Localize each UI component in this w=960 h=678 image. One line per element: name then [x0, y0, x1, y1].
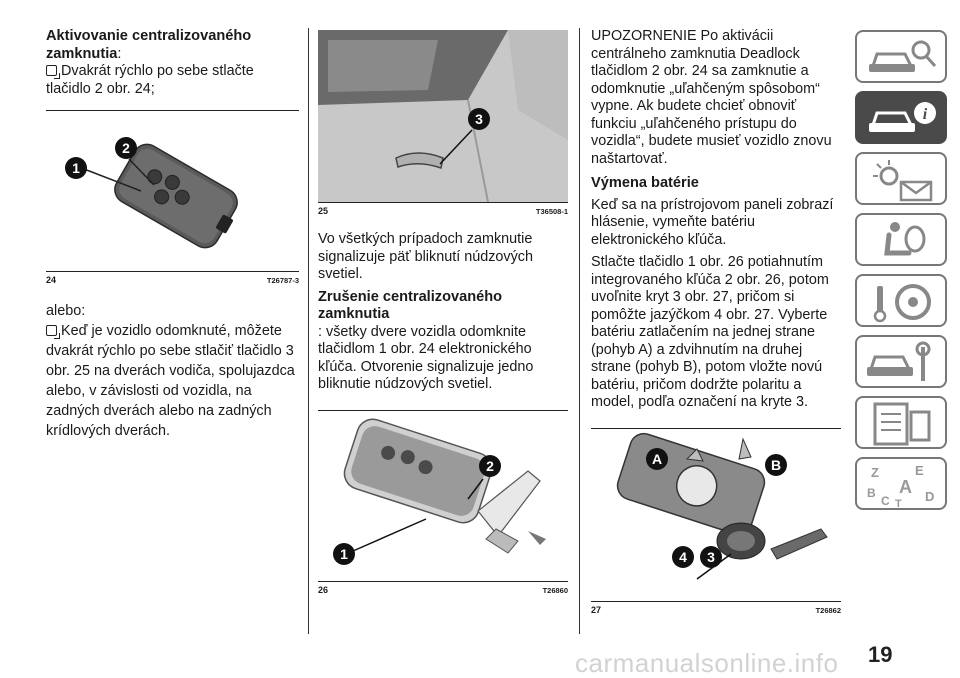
svg-text:C: C	[881, 494, 890, 507]
figure-26-key-blade	[318, 411, 568, 581]
tab-car-search[interactable]	[855, 30, 947, 83]
watermark: carmanualsonline.info	[575, 648, 839, 678]
figure-code: T26787-3	[266, 276, 299, 285]
spec-sheet-icon	[865, 402, 941, 446]
step-double-press: Dvakrát rýchlo po sebe stlačte tlačidlo 2 obr. 24;	[46, 63, 254, 97]
chapter-tabs	[853, 30, 960, 518]
figure-caption	[46, 272, 299, 286]
bullet-icon	[46, 65, 57, 76]
callout-label-A: A	[651, 450, 663, 467]
callout-label-4: 4	[679, 548, 687, 565]
figure-caption	[591, 602, 841, 616]
tab-car-wrench[interactable]	[855, 335, 947, 388]
figure-25-door-handle	[318, 30, 568, 202]
para-warning-deadlock: UPOZORNENIE Po aktivácii centrálneho zamknutia Deadlock tlačidlom 2 obr. 24 sa zamknutie a odomknutie „uľahčeným spôsobom“ vypne. Ak budete chcieť obnoviť funkciu „uľahčeného prístupu do vozidla“, budete musieť vozidlo znovu naštartovať.	[591, 28, 832, 167]
column-3	[591, 28, 841, 616]
figure-code: T36508-1	[535, 207, 568, 216]
car-info-icon	[865, 97, 941, 141]
para-battery-steps: Stlačte tlačidlo 1 obr. 26 potiahnutím integrovaného kľúča 2 obr. 26, potom uvoľnite kryt 3 obr. 27, pričom si pomôžte jazýčkom 4 obr. 27. Vyberte batériu zatlačením na jednej strane (pohyb A) a zdvihnutím na druhej strane (pohyb B), potom vložte novú batériu, pričom dodržte polaritu a model, podľa označení na kryte 3.	[591, 254, 829, 410]
heading-battery-replace: Výmena batérie	[591, 175, 699, 191]
column-separator	[308, 28, 309, 634]
callout-label-3: 3	[707, 548, 715, 565]
para-battery-message: Keď sa na prístrojovom paneli zobrazí hlásenie, vymeňte batériu elektronického kľúča.	[591, 196, 834, 248]
tab-steering-key[interactable]	[855, 274, 947, 327]
car-search-icon	[865, 36, 941, 80]
tab-warning-lights[interactable]	[855, 152, 947, 205]
column-separator	[579, 28, 580, 634]
figure-number: 24	[46, 275, 57, 285]
step-door-button: Keď je vozidlo odomknuté, môžete dvakrát rýchlo po sebe stlačiť tlačidlo 3 obr. 25 na dverách vodiča, spolujazdca alebo, v závislosti od vozidla, na zadných dverách alebo na zadných krídlových dverách.	[46, 322, 295, 439]
figure-caption	[318, 582, 568, 596]
svg-text:E: E	[915, 463, 924, 478]
alphabet-index-icon	[865, 463, 941, 507]
callout-label-1: 1	[340, 545, 348, 562]
tab-alphabet-index[interactable]	[855, 457, 947, 510]
callout-label-2: 2	[486, 457, 494, 474]
column-1	[46, 28, 299, 441]
heading-cancel-lock: Zrušenie centralizovaného zamknutia	[318, 288, 503, 322]
para-lock-signal: Vo všetkých prípadoch zamknutie signalizuje päť bliknutí núdzových svetiel.	[318, 231, 533, 282]
figure-number: 25	[318, 206, 329, 216]
figure-number: 27	[591, 604, 602, 615]
tab-spec-sheet[interactable]	[855, 396, 947, 449]
callout-label-2: 2	[122, 140, 130, 156]
callout-label-B: B	[770, 456, 782, 473]
warning-lights-icon	[865, 158, 941, 202]
callout-label-1: 1	[72, 160, 80, 176]
svg-text:A: A	[899, 477, 912, 497]
figure-27-battery	[591, 429, 841, 601]
car-wrench-icon	[865, 341, 941, 385]
svg-text:Z: Z	[871, 465, 879, 480]
column-2	[318, 30, 568, 596]
svg-text:D: D	[925, 489, 935, 504]
tab-airbag-seat[interactable]	[855, 213, 947, 266]
para-cancel-lock: : všetky dvere vozidla odomknite tlačidlom 1 obr. 24 elektronického kľúča. Otvorenie signalizuje jedno bliknutie núdzových svetiel.	[318, 323, 534, 392]
figure-caption	[318, 203, 568, 217]
figure-number: 26	[318, 584, 329, 595]
heading-activate-lock: Aktivovanie centralizovaného zamknutia:	[46, 28, 252, 62]
svg-text:B: B	[867, 486, 876, 500]
figure-code: T26862	[815, 605, 841, 615]
alebo-label: alebo:	[46, 303, 86, 319]
steering-key-icon	[865, 280, 941, 324]
info-letter: i	[922, 106, 928, 123]
svg-text:T: T	[895, 498, 902, 507]
bullet-icon	[46, 325, 57, 336]
airbag-seat-icon	[865, 219, 941, 263]
page-number: 19	[868, 642, 893, 667]
callout-label-3: 3	[475, 111, 483, 127]
tab-car-info[interactable]	[855, 91, 947, 144]
figure-24-key-card	[46, 111, 299, 271]
figure-code: T26860	[542, 585, 568, 595]
